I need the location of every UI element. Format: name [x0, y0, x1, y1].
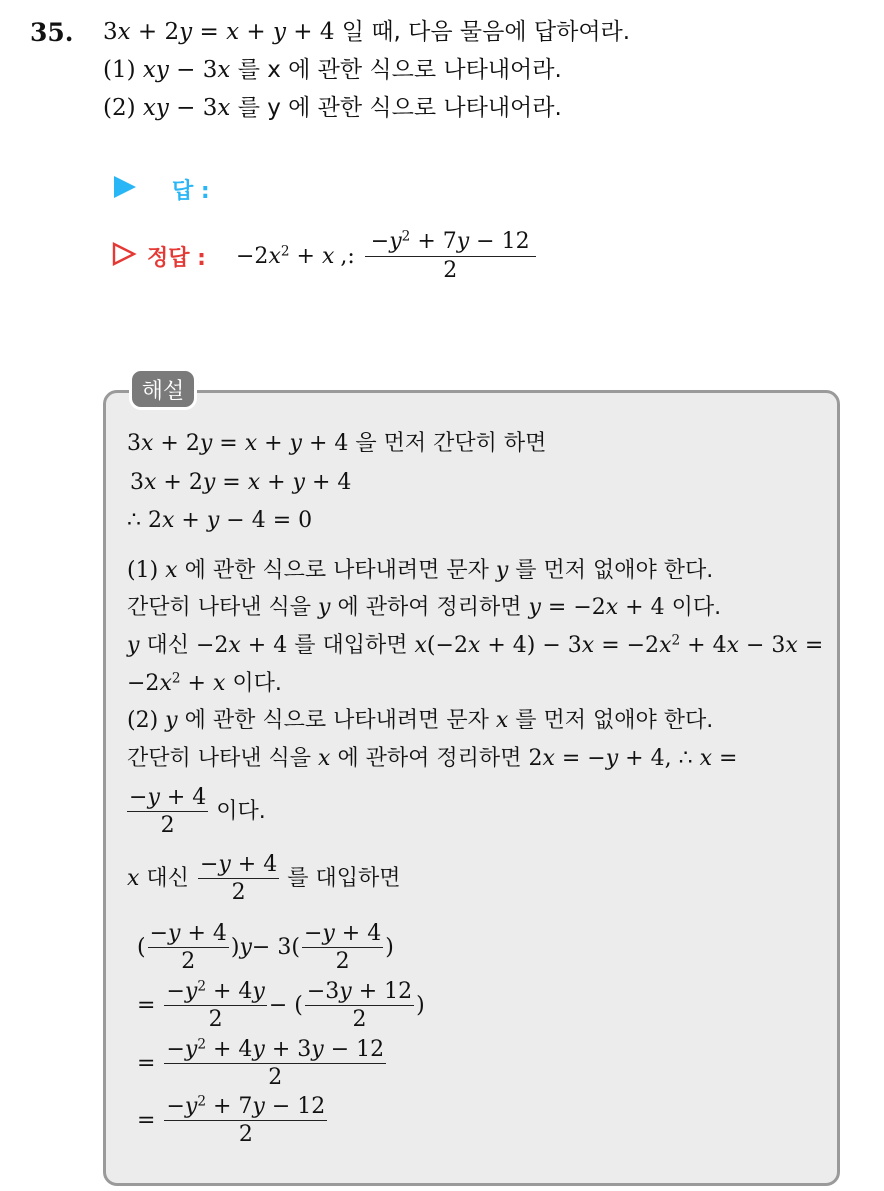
solution-part-2-line-1: (2) y 에 관한 식으로 나타내려면 문자 x 를 먼저 없애야 한다. — [127, 708, 714, 733]
solution-line-1: 3x + 2y = x + y + 4 을 먼저 간단히 하면 — [127, 431, 547, 456]
solution-tab: 해설 — [129, 368, 197, 410]
solution-part-1-line-3: y 대신 −2x + 4 를 대입하면 $x(-2x + 4) - 3x = -2x^2 + 4x - 3x$ = — [127, 632, 824, 658]
part-1-number: (1) — [103, 57, 136, 83]
solution-part-1-line-2: 간단히 나타낸 식을 y 에 관하여 정리하면 y = −2x + 4 이다. — [127, 595, 722, 620]
question-number: 35. — [30, 18, 74, 47]
correct-label: 정답 : — [147, 246, 206, 271]
solution-calc-line-2: = $\frac{-y^2 + 4y}{2}$ − ( $\frac{-3y + 12}{2}$ ) — [137, 978, 425, 1033]
answer-label: 답 : — [172, 179, 210, 204]
part-2-text: 를 y 에 관한 식으로 나타내어라. — [237, 95, 562, 121]
solution-calc-line-1: ( $\frac{-y + 4}{2}$ ) y − 3( $\frac{-y + 4}{2}$ ) — [137, 921, 394, 975]
solution-part-2-line-3: $\frac{-y + 4}{2}$ 이다. — [129, 785, 266, 839]
solution-calc-line-3: = $\frac{-y^2 + 4y + 3y - 12}{2}$ — [137, 1036, 385, 1091]
part-1-expr: xy − 3x — [142, 57, 231, 83]
stem-text: 일 때, 다음 물음에 답하여라. — [341, 19, 631, 45]
correct-arrow-icon — [111, 241, 137, 271]
answer-part-2-fraction: $\frac{-y^2 + 7y - 12}{2}$ — [365, 230, 536, 282]
question-part-1 — [103, 59, 562, 82]
answer-play-icon — [112, 174, 138, 204]
solution-calc-line-4: = $\frac{-y^2 + 7y - 12}{2}$ — [137, 1093, 326, 1148]
part-2-expr: xy − 3x — [142, 95, 231, 121]
question-part-2 — [103, 97, 562, 120]
answer-separator: ,: — [340, 243, 355, 269]
solution-line-2: 3x + 2y = x + y + 4 — [130, 470, 352, 495]
solution-part-2-line-4: x 대신 $\frac{-y + 4}{2}$ 를 대입하면 — [127, 852, 401, 906]
question-stem — [103, 21, 630, 44]
solution-part-1-line-4: $-2x^2 + x$ 이다. — [127, 670, 282, 696]
correct-answer — [236, 226, 538, 286]
part-2-number: (2) — [103, 95, 136, 121]
part-1-text: 를 x 에 관한 식으로 나타내어라. — [237, 57, 562, 83]
stem-equation: 3x + 2y = x + y + 4 — [103, 19, 335, 45]
solution-part-2-line-2: 간단히 나타낸 식을 x 에 관하여 정리하면 2x = −y + 4, ∴ x = — [127, 746, 738, 771]
solution-line-3: ∴ 2x + y − 4 = 0 — [127, 508, 313, 533]
answer-part-1: $-2x^2 + x$ — [236, 243, 335, 269]
solution-part-1-line-1: (1) x 에 관한 식으로 나타내려면 문자 y 를 먼저 없애야 한다. — [127, 558, 714, 583]
